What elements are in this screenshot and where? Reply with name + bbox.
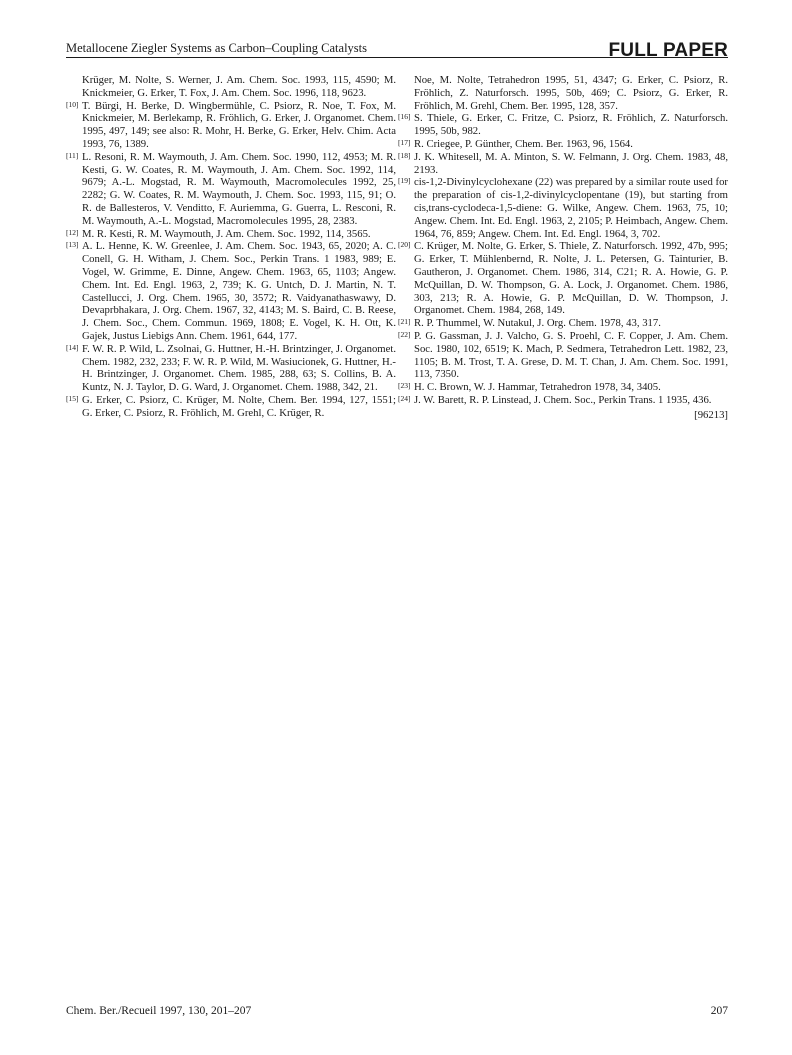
reference-entry: [10] T. Bürgi, H. Berke, D. Wingbermühle, C. Psiorz, R. Noe, T. Fox, M. Knickmeier, M. Berlekamp, R. Fröhlich, G. Erker, J. Organomet. Chem. 1995, 497, 149; see also: R. Mohr, H. Berke, G. Erker, Helv. Chim. Acta 1993, 76, 1389. — [66, 99, 396, 150]
reference-entry: [12] M. R. Kesti, R. M. Waymouth, J. Am. Chem. Soc. 1992, 114, 3565. — [66, 227, 371, 240]
reference-entry: [11] L. Resoni, R. M. Waymouth, J. Am. Chem. Soc. 1990, 112, 4953; M. R. Kesti, G. W. Coates, R. M. Waymouth, J. Am. Chem. Soc. 1992, 114, 9679; A.-L. Mogstad, R. M. Waymouth, Macromolecules 1992, 25, 2282; G. W. Coates, R. M. Waymouth, J. Chem. Soc. 1993, 115, 91; O. R. de Ballesteros, V. Venditto, F. Auriemma, G. Guerra, L. Resconi, R. M. Waymouth, A.-L. Mogstad, Macromolecules 1995, 28, 2383. — [66, 150, 396, 227]
reference-number: [21] — [398, 317, 411, 327]
reference-number: [17] — [398, 137, 411, 147]
reference-entry: [17] R. Criegee, P. Günther, Chem. Ber. 1963, 96, 1564. — [398, 137, 633, 150]
references-right-column — [398, 74, 728, 422]
reference-number: [18] — [398, 150, 411, 160]
reference-number: [10] — [66, 99, 79, 109]
reference-entry: [23] H. C. Brown, W. J. Hammar, Tetrahedron 1978, 34, 3405. — [398, 381, 661, 394]
reference-entry: [18] J. K. Whitesell, M. A. Minton, S. W. Felmann, J. Org. Chem. 1983, 48, 2193. — [398, 150, 728, 176]
running-title: Metallocene Ziegler Systems as Carbon–Coupling Catalysts — [66, 41, 367, 55]
reference-number: [20] — [398, 240, 411, 250]
reference-number: [13] — [66, 240, 79, 250]
reference-entry: Noe, M. Nolte, Tetrahedron 1995, 51, 4347; G. Erker, C. Psiorz, R. Fröhlich, Z. Naturforsch. 1995, 50b, 469; C. Psiorz, G. Erker, R. Fröhlich, M. Grehl, Chem. Ber. 1995, 128, 357. — [414, 74, 728, 112]
manuscript-id: [96213] — [694, 408, 728, 421]
reference-number: [22] — [398, 329, 411, 339]
reference-number: [24] — [398, 393, 411, 403]
reference-entry: [24] J. W. Barett, R. P. Linstead, J. Chem. Soc., Perkin Trans. 1 1935, 436. — [398, 393, 712, 406]
journal-citation: Chem. Ber./Recueil 1997, 130, 201–207 — [66, 1005, 252, 1017]
reference-entry: [16] S. Thiele, G. Erker, C. Fritze, C. Psiorz, R. Fröhlich, Z. Naturforsch. 1995, 50b, 982. — [398, 112, 728, 138]
reference-number: [15] — [66, 393, 79, 403]
reference-number: [12] — [66, 227, 79, 237]
header-rule — [66, 57, 728, 58]
reference-entry: Krüger, M. Nolte, S. Werner, J. Am. Chem. Soc. 1993, 115, 4590; M. Knickmeier, G. Erker, T. Fox, J. Am. Chem. Soc. 1996, 118, 9623. — [82, 74, 396, 99]
reference-number: [16] — [398, 112, 411, 122]
reference-number: [11] — [66, 150, 79, 160]
reference-entry: [20] C. Krüger, M. Nolte, G. Erker, S. Thiele, Z. Naturforsch. 1992, 47b, 995; G. Erker, T. Mühlenbernd, R. Nolte, J. L. Petersen, G. Tainturier, B. Gautheron, J. Organomet. Chem. 1986, 314, C21; R. A. Howie, G. P. McQuillan, D. W. Thompson, G. A. Lock, J. Organomet. Chem. 1986, 303, 213; R. A. Howie, G. P. McQuillan, D. W. Thompson, J. Organomet. Chem. 1984, 268, 149. — [398, 240, 728, 317]
references-left-column — [66, 74, 396, 420]
page-number: 207 — [710, 1005, 728, 1017]
reference-number: [14] — [66, 342, 79, 352]
reference-entry: [15] G. Erker, C. Psiorz, C. Krüger, M. Nolte, Chem. Ber. 1994, 127, 1551; G. Erker, C. Psiorz, R. Fröhlich, M. Grehl, C. Krüger, R. — [66, 393, 396, 419]
reference-number: [23] — [398, 381, 411, 391]
reference-entry: [21] R. P. Thummel, W. Nutakul, J. Org. Chem. 1978, 43, 317. — [398, 317, 661, 330]
reference-number: [19] — [398, 176, 411, 186]
section-label: FULL PAPER — [608, 40, 728, 61]
reference-entry: [19] cis-1,2-Divinylcyclohexane (22) was prepared by a similar route used for the preparation of cis-1,2-divinylcyclopentane (19), but starting from cis,trans-cyclodeca-1,5-diene: G. Wilke, Angew. Chem. 1963, 75, 10; Angew. Chem. Int. Ed. Engl. 1963, 2, 2105; P. Heimbach, Angew. Chem. 1964, 76, 859; Angew. Chem. Int. Ed. Engl. 1964, 3, 702. — [398, 176, 728, 240]
reference-entry: [13] A. L. Henne, K. W. Greenlee, J. Am. Chem. Soc. 1943, 65, 2020; A. C. Conell, G. H. Witham, J. Chem. Soc., Perkin Trans. 1 1983, 989; E. Vogel, W. Grimme, E. Dinne, Angew. Chem. 1963, 65, 1103; Angew. Chem. Int. Ed. Engl. 1963, 2, 739; K. G. Untch, D. J. Martin, N. T. Castellucci, J. Org. Chem. 1965, 30, 3572; R. Vaidyanathaswawy, D. Devaprbhakara, J. Org. Chem. 1967, 32, 4143; M. S. Baird, C. B. Reese, J. Chem. Soc., Chem. Commun. 1969, 1808; E. Vogel, K. H. Ott, K. Gajek, Justus Liebigs Ann. Chem. 1961, 644, 177. — [66, 240, 396, 342]
reference-entry: [22] P. G. Gassman, J. J. Valcho, G. S. Proehl, C. F. Copper, J. Am. Chem. Soc. 1980, 102, 6519; K. Mach, P. Sedmera, Tetrahedron Lett. 1982, 23, 1105; B. M. Trost, T. A. Grese, D. M. T. Chan, J. Am. Chem. Soc. 1991, 113, 7350. — [398, 329, 728, 381]
reference-entry: [14] F. W. R. P. Wild, L. Zsolnai, G. Huttner, H.-H. Brintzinger, J. Organomet. Chem. 1982, 232, 233; F. W. R. P. Wild, M. Wasiucionek, G. Huttner, H.-H. Brintzinger, J. Organomet. Chem. 1985, 288, 63; S. Collins, B. A. Kuntz, N. J. Taylor, D. G. Ward, J. Organomet. Chem. 1988, 342, 21. — [66, 342, 396, 394]
